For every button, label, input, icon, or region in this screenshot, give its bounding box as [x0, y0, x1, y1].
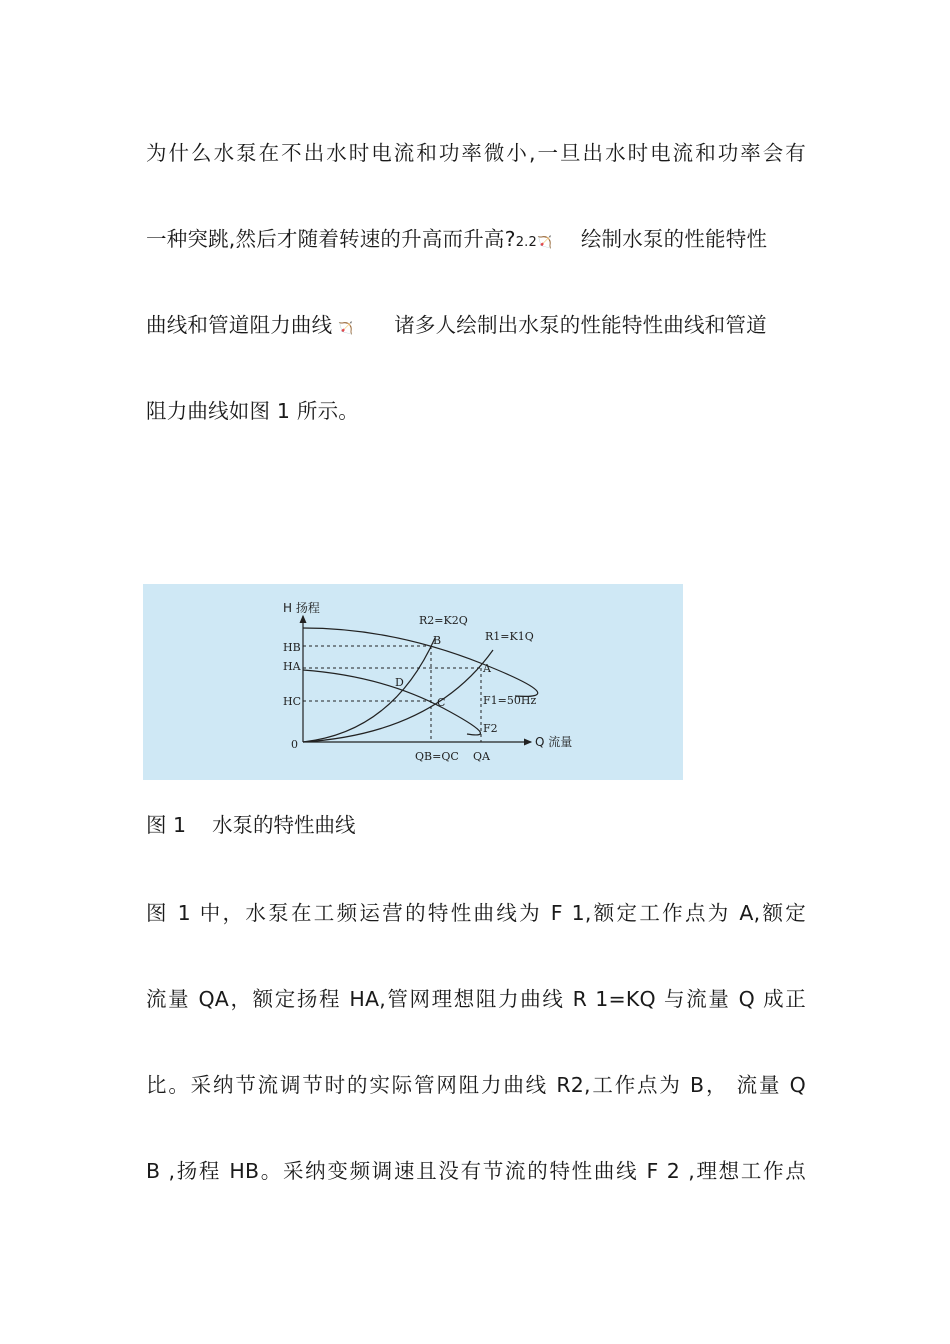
label-qa: QA: [473, 750, 490, 763]
paragraph2-line2: 流量 QA，额定扬程 HA,管网理想阻力曲线 R 1=KQ 与流量 Q 成正: [146, 987, 806, 1011]
label-r2: R2=K2Q: [419, 614, 468, 627]
label-point-a: A: [483, 662, 491, 675]
label-f1: F1=50Hz: [483, 694, 537, 707]
label-origin: 0: [291, 738, 298, 751]
label-point-b: B: [433, 634, 442, 647]
curve-r2: [303, 638, 435, 742]
figure-caption: [146, 810, 356, 840]
paragraph1-line2-text-a: 一种突跳,然后才随着转速的升高而升高?: [146, 227, 516, 251]
label-hc: HC: [283, 695, 302, 708]
paragraph1-line1: 为什么水泵在不出水时电流和功率微小,一旦出水时电流和功率会有: [146, 141, 806, 165]
label-x-axis: Q 流量: [535, 735, 573, 749]
label-point-d: D: [395, 676, 404, 689]
label-ha: HA: [283, 660, 301, 673]
label-qb-qc: QB=QC: [415, 750, 459, 763]
paragraph2-line1: 图 1 中，水泵在工频运营的特性曲线为 F 1,额定工作点为 A,额定: [146, 901, 806, 925]
paragraph1-line4: 阻力曲线如图 1 所示。: [146, 399, 359, 423]
paragraph1-line3-text-a: 曲线和管道阻力曲线: [146, 313, 333, 337]
caption-title: 水泵的特性曲线: [212, 813, 356, 837]
pump-characteristic-figure: [143, 584, 683, 780]
paragraph1-line3: [146, 310, 806, 343]
paragraph2-line3: 比。采纳节流调节时的实际管网阻力曲线 R2,工作点为 B， 流量 Q: [146, 1073, 806, 1097]
bullet-mark: 🏹: [536, 235, 553, 249]
label-hb: HB: [283, 641, 301, 654]
caption-number: 图 1: [146, 813, 187, 837]
label-r1: R1=K1Q: [485, 630, 534, 643]
label-f2: F2: [483, 722, 498, 735]
label-y-axis: H 扬程: [283, 601, 320, 615]
paragraph2-line4: B ,扬程 HB。采纳变频调速且没有节流的特性曲线 F 2 ,理想工作点: [146, 1159, 806, 1183]
bullet-mark: 🏹: [338, 321, 354, 335]
section-number: 2.2: [515, 235, 537, 250]
pump-curves-diagram: [143, 584, 683, 780]
paragraph1-line2: [146, 224, 806, 258]
paragraph1-line3-text-b: 诸多人绘制出水泵的性能特性曲线和管道: [394, 313, 767, 337]
label-point-c: C: [437, 696, 446, 709]
paragraph1-line2-text-b: 绘制水泵的性能特性: [580, 227, 768, 251]
